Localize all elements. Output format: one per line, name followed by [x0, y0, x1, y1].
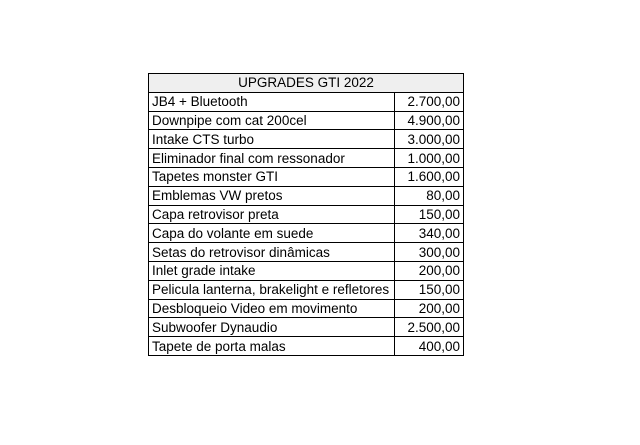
item-cell[interactable]: Capa retrovisor preta — [149, 205, 395, 224]
item-cell[interactable]: Intake CTS turbo — [149, 130, 395, 149]
value-cell[interactable]: 300,00 — [395, 243, 464, 262]
value-cell[interactable]: 2.500,00 — [395, 318, 464, 337]
table-row — [149, 299, 464, 318]
table-row — [149, 167, 464, 186]
item-cell[interactable]: Tapetes monster GTI — [149, 167, 395, 186]
item-cell[interactable]: Capa do volante em suede — [149, 224, 395, 243]
value-cell[interactable]: 2.700,00 — [395, 92, 464, 111]
table-row — [149, 280, 464, 299]
value-cell[interactable]: 340,00 — [395, 224, 464, 243]
value-cell[interactable]: 150,00 — [395, 280, 464, 299]
item-cell[interactable]: Downpipe com cat 200cel — [149, 111, 395, 130]
table-row — [149, 130, 464, 149]
table-row — [149, 205, 464, 224]
item-cell[interactable]: Emblemas VW pretos — [149, 186, 395, 205]
value-cell[interactable]: 1.600,00 — [395, 167, 464, 186]
table-row — [149, 149, 464, 168]
value-cell[interactable]: 4.900,00 — [395, 111, 464, 130]
table-row — [149, 243, 464, 262]
table-row — [149, 92, 464, 111]
value-cell[interactable]: 80,00 — [395, 186, 464, 205]
table-title[interactable]: UPGRADES GTI 2022 — [149, 74, 464, 93]
item-cell[interactable]: Desbloqueio Video em movimento — [149, 299, 395, 318]
item-cell[interactable]: Setas do retrovisor dinâmicas — [149, 243, 395, 262]
table-row — [149, 318, 464, 337]
value-cell[interactable]: 1.000,00 — [395, 149, 464, 168]
item-cell[interactable]: Inlet grade intake — [149, 261, 395, 280]
value-cell[interactable]: 150,00 — [395, 205, 464, 224]
item-cell[interactable]: Pelicula lanterna, brakelight e refletores — [149, 280, 395, 299]
table-row — [149, 224, 464, 243]
table-row — [149, 111, 464, 130]
value-cell[interactable]: 3.000,00 — [395, 130, 464, 149]
upgrades-table — [148, 73, 464, 356]
value-cell[interactable]: 200,00 — [395, 299, 464, 318]
item-cell[interactable]: Tapete de porta malas — [149, 337, 395, 356]
value-cell[interactable]: 400,00 — [395, 337, 464, 356]
table-row — [149, 186, 464, 205]
table-row — [149, 261, 464, 280]
value-cell[interactable]: 200,00 — [395, 261, 464, 280]
item-cell[interactable]: Subwoofer Dynaudio — [149, 318, 395, 337]
table-title-row — [149, 74, 464, 93]
item-cell[interactable]: Eliminador final com ressonador — [149, 149, 395, 168]
item-cell[interactable]: JB4 + Bluetooth — [149, 92, 395, 111]
table-row — [149, 337, 464, 356]
